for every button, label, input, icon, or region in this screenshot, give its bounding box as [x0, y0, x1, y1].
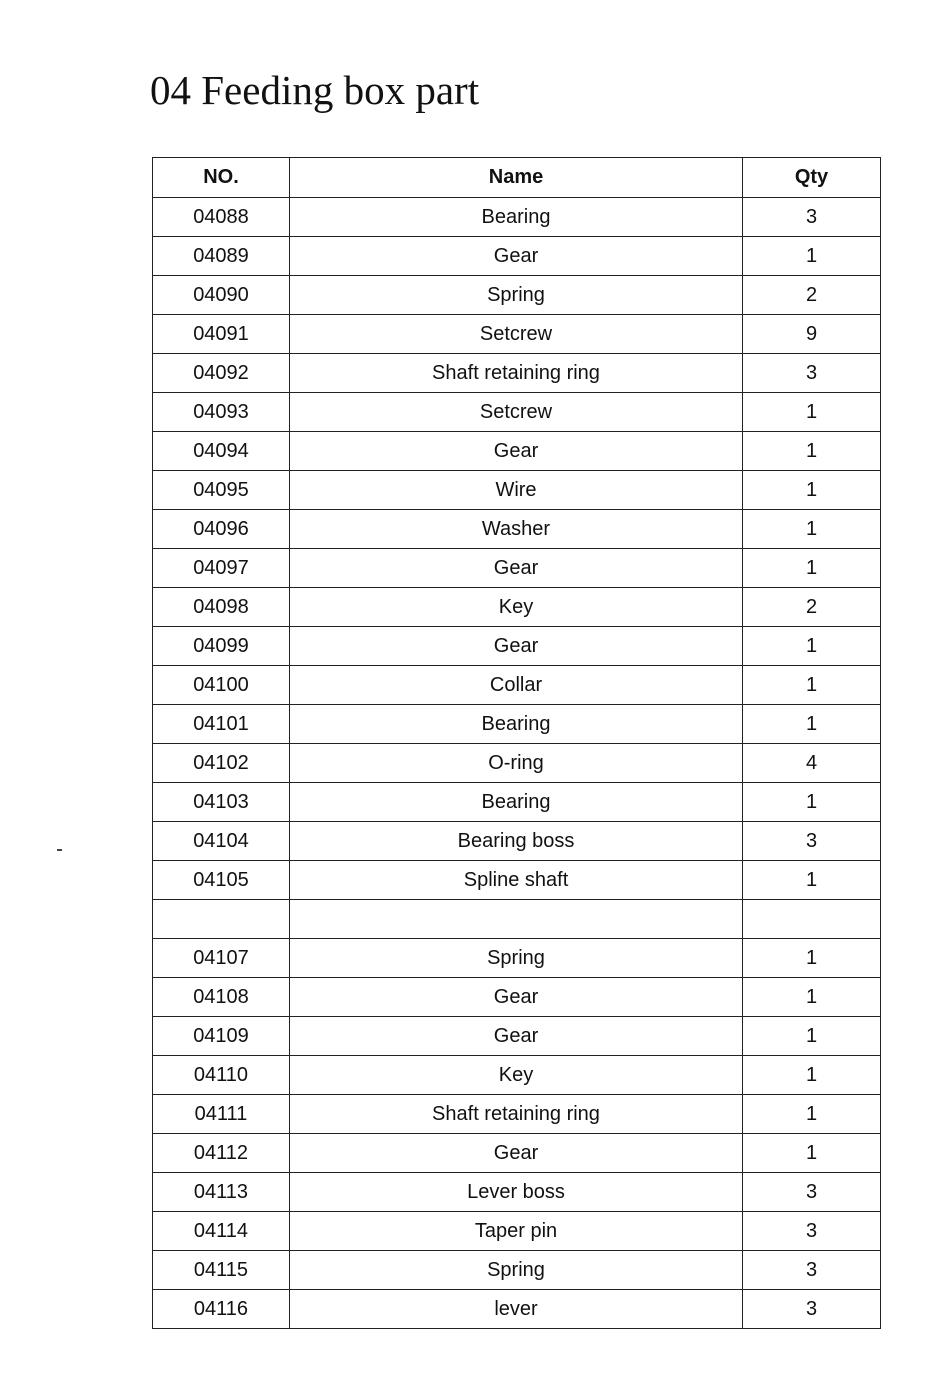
table-header-row: [153, 158, 881, 198]
table-row: [153, 861, 881, 900]
cell-name: Gear: [290, 627, 743, 666]
cell-qty: 1: [743, 783, 881, 822]
cell-name: Bearing: [290, 198, 743, 237]
cell-name: Bearing: [290, 783, 743, 822]
cell-qty: 1: [743, 1095, 881, 1134]
table-row: [153, 432, 881, 471]
cell-qty: 3: [743, 1173, 881, 1212]
cell-no: 04097: [153, 549, 290, 588]
cell-name: Taper pin: [290, 1212, 743, 1251]
cell-no: 04110: [153, 1056, 290, 1095]
cell-no: 04094: [153, 432, 290, 471]
cell-qty: 3: [743, 822, 881, 861]
table-row: [153, 1134, 881, 1173]
cell-name: Collar: [290, 666, 743, 705]
table-row: [153, 471, 881, 510]
cell-qty: 2: [743, 588, 881, 627]
cell-no: 04109: [153, 1017, 290, 1056]
cell-name: Washer: [290, 510, 743, 549]
cell-name: Spline shaft: [290, 861, 743, 900]
cell-qty: 1: [743, 432, 881, 471]
cell-name: Setcrew: [290, 393, 743, 432]
cell-no: 04116: [153, 1290, 290, 1329]
cell-no: [153, 900, 290, 939]
cell-name: O-ring: [290, 744, 743, 783]
cell-name: Spring: [290, 276, 743, 315]
table-row: [153, 588, 881, 627]
cell-no: 04099: [153, 627, 290, 666]
table-row: [153, 393, 881, 432]
cell-no: 04092: [153, 354, 290, 393]
stray-mark: [57, 849, 62, 851]
cell-qty: 4: [743, 744, 881, 783]
cell-name: Gear: [290, 1017, 743, 1056]
cell-no: 04113: [153, 1173, 290, 1212]
cell-name: Bearing: [290, 705, 743, 744]
cell-qty: 1: [743, 1056, 881, 1095]
cell-no: 04102: [153, 744, 290, 783]
table-row: [153, 315, 881, 354]
cell-qty: 1: [743, 549, 881, 588]
cell-no: 04104: [153, 822, 290, 861]
table-row: [153, 939, 881, 978]
table-row: [153, 900, 881, 939]
cell-name: Shaft retaining ring: [290, 1095, 743, 1134]
table-row: [153, 1017, 881, 1056]
cell-no: 04093: [153, 393, 290, 432]
cell-name: lever: [290, 1290, 743, 1329]
cell-no: 04115: [153, 1251, 290, 1290]
cell-qty: [743, 900, 881, 939]
cell-qty: 1: [743, 471, 881, 510]
table-row: [153, 1251, 881, 1290]
cell-qty: 1: [743, 237, 881, 276]
table-row: [153, 237, 881, 276]
table-row: [153, 1056, 881, 1095]
cell-qty: 1: [743, 393, 881, 432]
cell-no: 04089: [153, 237, 290, 276]
cell-qty: 1: [743, 1017, 881, 1056]
cell-name: Shaft retaining ring: [290, 354, 743, 393]
column-header-no: NO.: [153, 158, 290, 198]
cell-no: 04112: [153, 1134, 290, 1173]
cell-no: 04096: [153, 510, 290, 549]
cell-qty: 1: [743, 978, 881, 1017]
cell-name: Key: [290, 588, 743, 627]
table-row: [153, 783, 881, 822]
cell-qty: 1: [743, 510, 881, 549]
cell-qty: 3: [743, 1290, 881, 1329]
cell-no: 04095: [153, 471, 290, 510]
cell-no: 04101: [153, 705, 290, 744]
table-row: [153, 198, 881, 237]
table-row: [153, 1173, 881, 1212]
cell-no: 04090: [153, 276, 290, 315]
table-row: [153, 978, 881, 1017]
parts-table: [152, 157, 881, 1329]
cell-no: 04111: [153, 1095, 290, 1134]
cell-qty: 3: [743, 198, 881, 237]
cell-qty: 3: [743, 1212, 881, 1251]
page-title: 04 Feeding box part: [150, 67, 480, 113]
cell-qty: 1: [743, 705, 881, 744]
cell-name: Key: [290, 1056, 743, 1095]
table-row: [153, 627, 881, 666]
cell-no: 04103: [153, 783, 290, 822]
cell-no: 04108: [153, 978, 290, 1017]
table-row: [153, 354, 881, 393]
cell-no: 04088: [153, 198, 290, 237]
table-row: [153, 1212, 881, 1251]
column-header-name: Name: [290, 158, 743, 198]
cell-name: Spring: [290, 1251, 743, 1290]
table-row: [153, 666, 881, 705]
cell-no: 04100: [153, 666, 290, 705]
cell-no: 04105: [153, 861, 290, 900]
table-row: [153, 1095, 881, 1134]
cell-name: Gear: [290, 237, 743, 276]
cell-qty: 3: [743, 1251, 881, 1290]
cell-name: Lever boss: [290, 1173, 743, 1212]
cell-name: Gear: [290, 549, 743, 588]
cell-qty: 2: [743, 276, 881, 315]
cell-name: Bearing boss: [290, 822, 743, 861]
cell-name: Wire: [290, 471, 743, 510]
cell-qty: 3: [743, 354, 881, 393]
cell-name: [290, 900, 743, 939]
cell-qty: 9: [743, 315, 881, 354]
cell-no: 04098: [153, 588, 290, 627]
table-row: [153, 510, 881, 549]
cell-name: Gear: [290, 432, 743, 471]
table-row: [153, 822, 881, 861]
cell-qty: 1: [743, 666, 881, 705]
table-row: [153, 1290, 881, 1329]
cell-qty: 1: [743, 1134, 881, 1173]
table-body: [153, 198, 881, 1329]
cell-name: Spring: [290, 939, 743, 978]
cell-no: 04107: [153, 939, 290, 978]
cell-qty: 1: [743, 627, 881, 666]
cell-name: Gear: [290, 1134, 743, 1173]
cell-qty: 1: [743, 939, 881, 978]
table-row: [153, 276, 881, 315]
column-header-qty: Qty: [743, 158, 881, 198]
cell-no: 04091: [153, 315, 290, 354]
cell-name: Gear: [290, 978, 743, 1017]
cell-name: Setcrew: [290, 315, 743, 354]
table-row: [153, 705, 881, 744]
cell-no: 04114: [153, 1212, 290, 1251]
table-row: [153, 549, 881, 588]
table-row: [153, 744, 881, 783]
cell-qty: 1: [743, 861, 881, 900]
